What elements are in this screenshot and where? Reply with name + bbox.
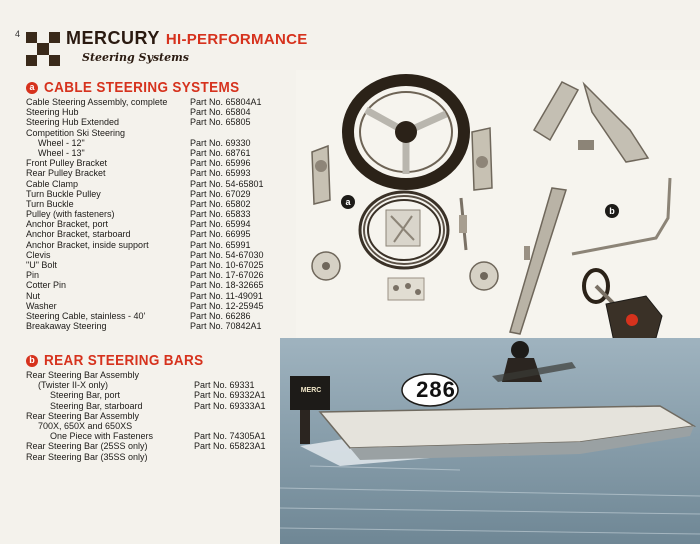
- part-number: Part No. 12-25945: [190, 300, 264, 311]
- part-name: (Twister II-X only): [38, 380, 109, 391]
- part-name: Wheel - 13": [38, 147, 85, 158]
- race-boat-photo: [280, 338, 700, 544]
- section-b-title: REAR STEERING BARS: [44, 352, 204, 369]
- rear-pulley-bracket-icon: [472, 128, 492, 190]
- part-row: [26, 138, 264, 148]
- part-name: Rear Steering Bar Assembly: [26, 370, 140, 380]
- page-subtitle: Steering Systems: [82, 51, 189, 64]
- part-row: [26, 117, 264, 127]
- section-a-heading: [26, 79, 261, 96]
- part-number: Part No. 11-49091: [190, 290, 263, 301]
- fasteners-icon: [386, 210, 420, 246]
- part-row: [26, 390, 266, 400]
- section-b-badge: b: [26, 355, 38, 367]
- part-number: Part No. 69330: [190, 137, 251, 148]
- part-row: [26, 219, 264, 229]
- part-number: Part No. 70842A1: [190, 321, 262, 332]
- part-number: Part No. 65996: [190, 158, 251, 169]
- brand-title: [66, 28, 308, 49]
- part-number: Part No. 54-67030: [190, 249, 264, 260]
- part-row: [26, 240, 264, 250]
- part-name: Anchor Bracket, inside support: [26, 239, 149, 250]
- part-row: [26, 421, 266, 431]
- part-number: Part No. 18-32665: [190, 280, 264, 291]
- front-pulley-bracket-icon: [312, 146, 330, 204]
- part-name: Cotter Pin: [26, 280, 67, 291]
- part-row: [26, 229, 264, 239]
- part-number: Part No. 65833: [190, 209, 251, 220]
- part-number: Part No. 54-65801: [190, 178, 264, 189]
- part-row: [26, 291, 264, 301]
- part-number: Part No. 66995: [190, 229, 251, 240]
- part-row: [26, 411, 266, 421]
- part-number: Part No. 10-67025: [190, 260, 264, 270]
- part-name: Washer: [26, 300, 57, 311]
- engine-brand-label: MERC: [300, 387, 322, 394]
- steering-parts-photo: [296, 70, 700, 370]
- part-name: Turn Buckle: [26, 198, 74, 209]
- part-row: [26, 321, 264, 331]
- part-row: [26, 270, 264, 280]
- part-row: [26, 128, 264, 138]
- part-name: Nut: [26, 290, 41, 301]
- part-name: Rear Steering Bar (35SS only): [26, 451, 148, 462]
- part-row: [26, 301, 264, 311]
- part-row: [26, 148, 264, 158]
- part-number: Part No. 65802: [190, 198, 251, 209]
- part-name: Competition Ski Steering: [26, 127, 126, 138]
- part-name: Steering Cable, stainless - 40': [26, 310, 146, 321]
- part-name: Anchor Bracket, starboard: [26, 229, 131, 240]
- part-number: Part No. 65804: [190, 107, 251, 118]
- part-number: Part No. 65991: [190, 239, 251, 250]
- clevis-icon: [578, 140, 594, 150]
- part-row: [26, 431, 266, 441]
- part-name: Rear Steering Bar (25SS only): [26, 441, 148, 452]
- part-row: [26, 209, 264, 219]
- part-row: [26, 260, 264, 270]
- race-number: 286: [416, 377, 456, 402]
- pulley-left-icon: [312, 252, 340, 280]
- part-row: [26, 250, 264, 260]
- part-row: [26, 380, 266, 390]
- part-name: Steering Bar, starboard: [50, 400, 143, 411]
- part-row: [26, 401, 266, 411]
- part-number: Part No. 69332A1: [194, 390, 266, 401]
- section-a-badge: a: [26, 82, 38, 94]
- part-row: [26, 158, 264, 168]
- part-name: One Piece with Fasteners: [50, 431, 154, 442]
- part-row: [26, 452, 266, 462]
- part-number: Part No. 69331: [194, 380, 255, 391]
- part-name: 700X, 650X and 650XS: [38, 420, 133, 431]
- part-name: Front Pulley Bracket: [26, 158, 108, 169]
- section-b-heading: [26, 352, 221, 369]
- part-row: [26, 179, 264, 189]
- part-name: Steering Bar, port: [50, 390, 121, 401]
- callout-b-badge: b: [605, 204, 619, 218]
- pulley-right-icon: [470, 262, 498, 290]
- part-row: [26, 441, 266, 451]
- part-row: [26, 168, 264, 178]
- brand-name: MERCURY: [66, 28, 160, 48]
- part-name: Cable Steering Assembly, complete: [26, 97, 168, 107]
- part-number: Part No. 65805: [190, 117, 251, 128]
- part-number: Part No. 66286: [190, 310, 251, 321]
- part-number: Part No. 17-67026: [190, 270, 264, 281]
- part-name: Pulley (with fasteners): [26, 209, 115, 220]
- page-number: 4: [15, 29, 21, 39]
- part-number: Part No. 65823A1: [194, 441, 266, 452]
- part-number: Part No. 65993: [190, 168, 251, 179]
- part-name: Anchor Bracket, port: [26, 219, 109, 230]
- part-number: Part No. 68761: [190, 147, 251, 158]
- small-hardware-icon: [388, 278, 424, 300]
- part-row: [26, 311, 264, 321]
- rear-steering-parts-list: [26, 370, 266, 462]
- part-name: Breakaway Steering: [26, 321, 107, 332]
- part-row: [26, 107, 264, 117]
- part-number: Part No. 69333A1: [194, 400, 266, 411]
- part-number: Part No. 67029: [190, 188, 251, 199]
- part-number: Part No. 65994: [190, 219, 251, 230]
- part-name: Turn Buckle Pulley: [26, 188, 101, 199]
- part-number: Part No. 74305A1: [194, 431, 266, 442]
- u-bolt-icon: [524, 246, 530, 260]
- part-number: Part No. 65804A1: [190, 97, 262, 107]
- part-row: [26, 370, 266, 380]
- checkered-logo-icon: [26, 32, 60, 66]
- part-row: [26, 199, 264, 209]
- part-name: Rear Steering Bar Assembly: [26, 410, 140, 421]
- cable-steering-parts-list: [26, 97, 264, 331]
- part-row: [26, 97, 264, 107]
- callout-a-badge: a: [341, 195, 355, 209]
- part-name: Steering Hub Extended: [26, 117, 120, 128]
- brand-line: HI-PERFORMANCE: [165, 31, 308, 48]
- part-name: "U" Bolt: [26, 260, 57, 270]
- part-name: Cable Clamp: [26, 178, 79, 189]
- part-row: [26, 189, 264, 199]
- part-name: Clevis: [26, 249, 51, 260]
- part-name: Steering Hub: [26, 107, 79, 118]
- part-row: [26, 280, 264, 290]
- part-name: Rear Pulley Bracket: [26, 168, 106, 179]
- part-name: Pin: [26, 270, 40, 281]
- part-name: Wheel - 12": [38, 137, 85, 148]
- section-a-title: CABLE STEERING SYSTEMS: [44, 79, 240, 96]
